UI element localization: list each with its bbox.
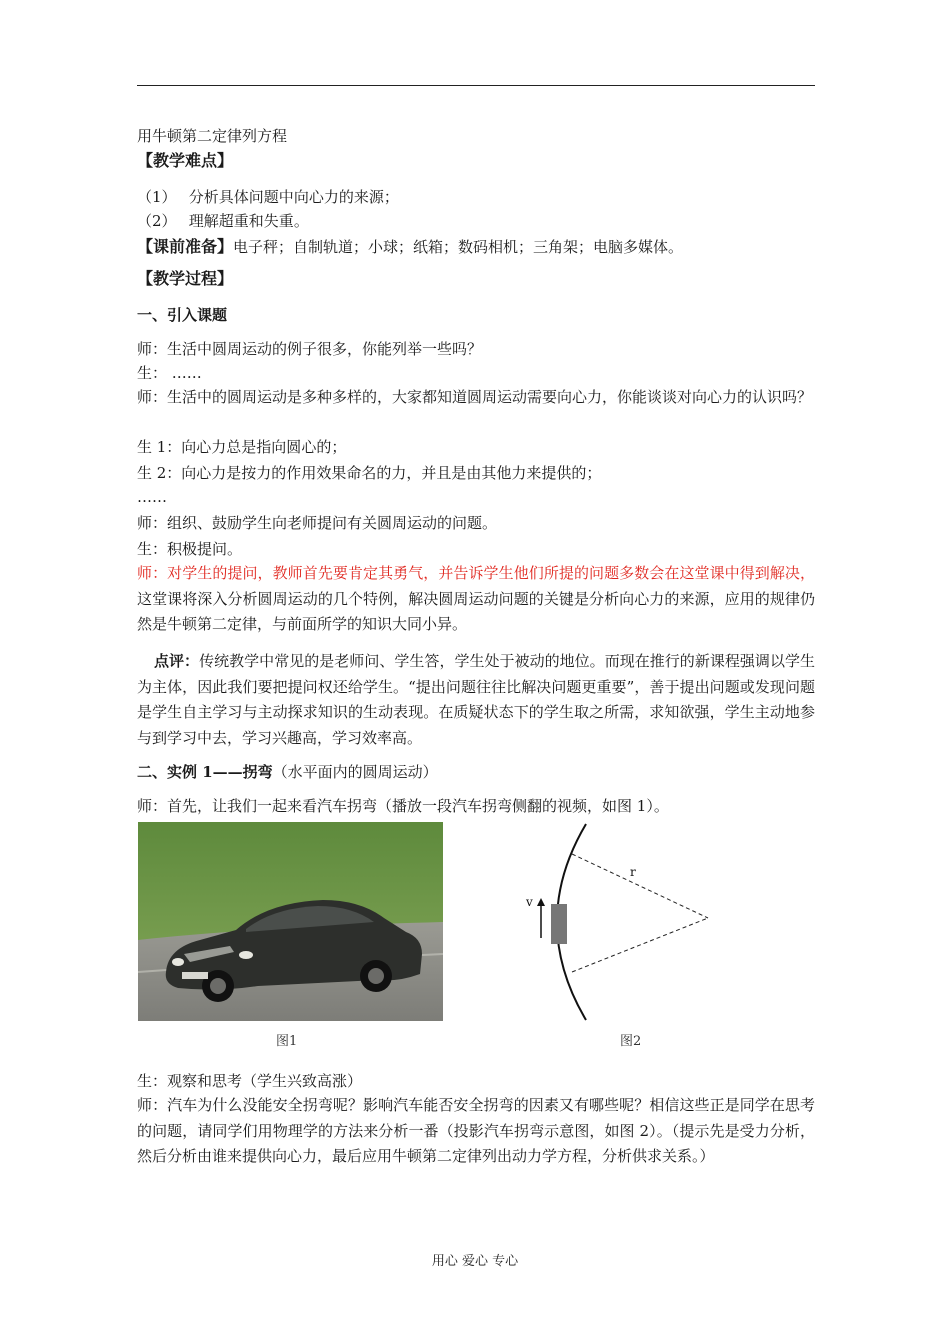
section1-heading: 一、引入课题 xyxy=(137,306,228,324)
car-block xyxy=(551,904,567,944)
dialogue-line: 师：首先，让我们一起来看汽车拐弯（播放一段汽车拐弯侧翻的视频，如图 1）。 xyxy=(137,797,669,815)
comment-text: 传统教学中常见的是老师问、学生答，学生处于被动的地位。而现在推行的新课程强调以学生为主体，因此我们要把提问权还给学生。“提出问题往往比解决问题更重要”，善于提出问题或发现问题是学生自主学习与主动探求知识的生动表现。在质疑状态下的学生取之所需，求知欲强，学生主动地参与到学习中去，学习兴趣高，学习效率高。 xyxy=(137,652,815,747)
radius-line-bottom xyxy=(572,918,708,972)
dialogue-line: 生 1：向心力总是指向圆心的； xyxy=(137,438,347,456)
dialogue-line: 生： …… xyxy=(137,364,202,382)
section2-heading: 二、实例 1——拐弯 xyxy=(137,763,273,781)
dialogue-line: 师：组织、鼓励学生向老师提问有关圆周运动的问题。 xyxy=(137,514,498,532)
teacher-paragraph: 师：汽车为什么没能安全拐弯呢？影响汽车能否安全拐弯的因素又有哪些呢？相信这些正是同学在思考的问题，请同学们用物理学的方法来分析一番（投影汽车拐弯示意图，如图 2）。（提示先是受力分析，然后分析由谁来提供向心力，最后应用牛顿第二定律列出动力学方程，分析供求关系。） xyxy=(137,1096,815,1165)
dialogue-line: 师：生活中圆周运动的例子很多，你能列举一些吗？ xyxy=(137,340,483,358)
header-rule xyxy=(137,85,815,86)
prep-line xyxy=(137,237,683,257)
teacher-paragraph xyxy=(137,561,815,638)
turn-diagram xyxy=(520,822,720,1022)
prep-text: 电子秤；自制轨道；小球；纸箱；数码相机；三角架；电脑多媒体。 xyxy=(233,238,684,256)
prep-heading: 【课前准备】 xyxy=(137,237,234,256)
ellipsis-line: …… xyxy=(137,488,167,506)
intro-line: 用牛顿第二定律列方程 xyxy=(137,127,288,145)
paragraph-text: 这堂课将深入分析圆周运动的几个特例，解决圆周运动问题的关键是分析向心力的来源，应用的规律仍然是牛顿第二定律，与前面所学的知识大同小异。 xyxy=(137,589,815,633)
difficulty-item-1: （1） 分析具体问题中向心力的来源； xyxy=(137,188,399,206)
car-photo xyxy=(138,822,443,1021)
velocity-arrowhead xyxy=(537,898,545,906)
radius-label: r xyxy=(630,865,636,879)
dialogue-paragraph: 师：生活中的圆周运动是多种多样的，大家都知道圆周运动需要向心力，你能谈谈对向心力的认识吗？ xyxy=(137,388,813,406)
section2-heading-line xyxy=(137,762,438,782)
velocity-label: v xyxy=(526,895,533,909)
difficulty-heading: 【教学难点】 xyxy=(137,151,234,170)
comment-paragraph xyxy=(137,649,815,751)
figure-2-caption: 图2 xyxy=(620,1034,642,1049)
dialogue-line: 生：积极提问。 xyxy=(137,540,243,558)
highlighted-text: 师：对学生的提问，教师首先要肯定其勇气，并告诉学生他们所提的问题多数会在这堂课中得到解决， xyxy=(137,564,815,582)
dialogue-line: 生：观察和思考（学生兴致高涨） xyxy=(137,1072,363,1090)
comment-label: 点评： xyxy=(154,652,200,670)
dialogue-line: 生 2：向心力是按力的作用效果命名的力，并且是由其他力来提供的； xyxy=(137,464,602,482)
figure-1-caption: 图1 xyxy=(276,1034,298,1049)
difficulty-item-2: （2） 理解超重和失重。 xyxy=(137,212,309,230)
section2-heading-note: （水平面内的圆周运动） xyxy=(272,763,438,781)
radius-line-top xyxy=(572,854,708,918)
process-heading: 【教学过程】 xyxy=(137,269,234,288)
page-footer: 用心 爱心 专心 xyxy=(431,1254,519,1269)
